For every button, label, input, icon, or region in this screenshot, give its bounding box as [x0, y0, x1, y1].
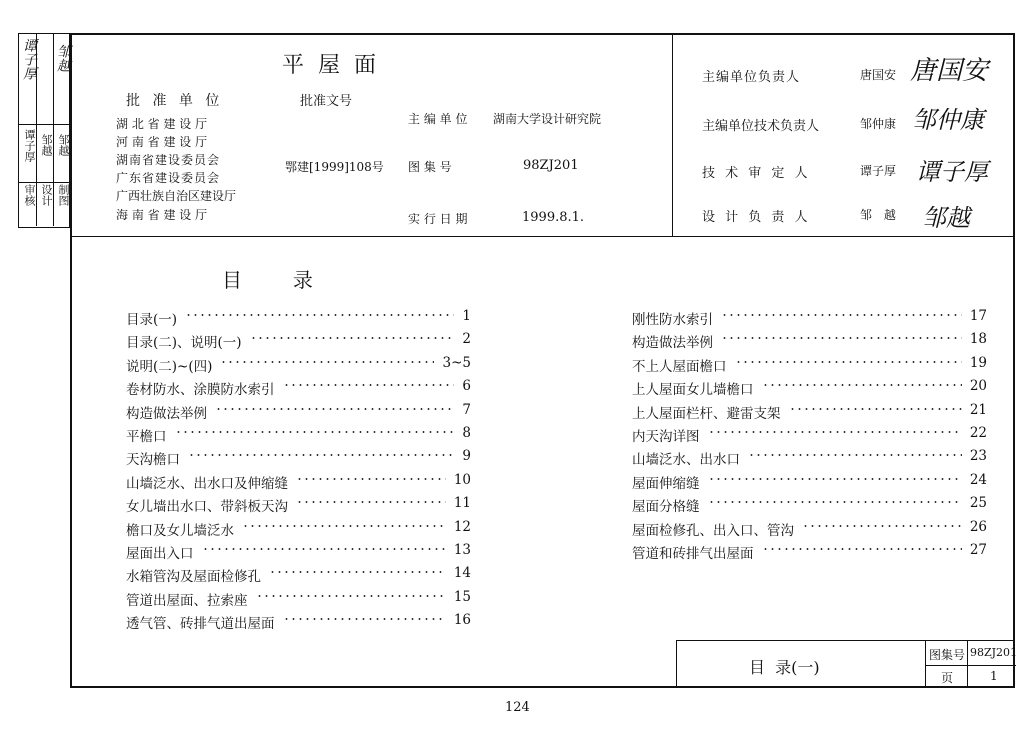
toc-entry-page: 25: [969, 495, 987, 512]
side-cell-design: 设计: [40, 184, 53, 206]
toc-entry: [632, 378, 987, 399]
effective-date-label: 实 行 日 期: [408, 212, 468, 226]
toc-entry: [632, 495, 987, 516]
toc-entry: [126, 425, 471, 443]
toc-entry: [126, 612, 471, 633]
title-block-name: 目 录(一): [749, 658, 820, 677]
approval-unit-label: 批 准 单 位: [126, 93, 224, 109]
toc-entry-page: 17: [969, 308, 987, 324]
responsible-role-3: 技 术 审 定 人: [702, 166, 811, 181]
toc-entry: [632, 308, 987, 326]
toc-entry-page: 22: [969, 425, 987, 441]
toc-entry-label: 管道出屋面、拉索座: [126, 592, 248, 609]
toc-entry-page: 26: [969, 518, 987, 535]
toc-entry: [632, 331, 987, 352]
toc-leader-dots: [175, 429, 454, 435]
side-cell-name-2: 邹越: [40, 134, 53, 156]
toc-leader-dots: [283, 616, 446, 622]
toc-entry-page: 1: [462, 308, 471, 324]
toc-entry: [126, 542, 471, 560]
toc-entry-label: 构造做法举例: [126, 405, 207, 422]
toc-entry: [126, 565, 471, 586]
title-block-page-value: 1: [990, 669, 998, 683]
toc-entry: [126, 402, 471, 420]
toc-leader-dots: [220, 359, 434, 365]
approval-unit-1: 湖 北 省 建 设 厅: [116, 117, 208, 131]
responsible-role-1: 主编单位负责人: [702, 70, 801, 85]
toc-entry-page: 6: [462, 378, 471, 395]
toc-left-column: [126, 308, 476, 638]
toc-entry-label: 山墙泛水、出水口: [632, 452, 740, 469]
toc-entry: [126, 331, 471, 352]
approval-unit-3: 湖南省建设委员会: [116, 153, 221, 167]
side-cell-review: 审核: [23, 184, 36, 206]
toc-entry: [126, 519, 471, 537]
toc-right-column: [632, 308, 987, 568]
toc-leader-dots: [762, 546, 962, 552]
approval-unit-4: 广东省建设委员会: [116, 171, 221, 185]
toc-leader-dots: [185, 312, 454, 318]
responsible-name-1: 唐国安: [860, 68, 897, 82]
toc-leader-dots: [708, 476, 962, 482]
approval-unit-2: 河 南 省 建 设 厅: [116, 135, 208, 149]
responsible-role-2: 主编单位技术负责人: [702, 119, 820, 134]
toc-leader-dots: [789, 406, 962, 412]
toc-leader-dots: [762, 382, 962, 388]
toc-entry-label: 屋面检修孔、出入口、管沟: [632, 522, 794, 539]
toc-entry-page: 3~5: [442, 354, 471, 371]
toc-heading: 目 录: [222, 268, 313, 292]
toc-leader-dots: [748, 452, 962, 458]
toc-entry-page: 14: [453, 565, 471, 582]
toc-entry: [632, 425, 987, 443]
toc-entry-label: 不上人屋面檐口: [632, 358, 727, 375]
toc-entry-page: 13: [453, 542, 471, 558]
side-cell-name-3: 邹越: [57, 134, 70, 156]
toc-entry: [126, 378, 471, 399]
toc-entry-label: 山墙泛水、出水口及伸缩缝: [126, 475, 288, 492]
toc-leader-dots: [735, 359, 962, 365]
toc-entry-page: 19: [969, 354, 987, 371]
title-block: [676, 640, 1018, 688]
toc-entry-page: 11: [453, 495, 471, 512]
toc-entry-label: 屋面分格缝: [632, 499, 700, 516]
atlas-no-label: 图 集 号: [408, 160, 452, 174]
approval-unit-5: 广西壮族自治区建设厅: [116, 189, 237, 203]
toc-entry-page: 18: [969, 331, 987, 348]
toc-entry-label: 檐口及女儿墙泛水: [126, 522, 234, 539]
header-divider: [70, 236, 1015, 237]
toc-entry-page: 24: [969, 471, 987, 488]
toc-entry-page: 27: [969, 542, 987, 558]
toc-entry: [632, 542, 987, 560]
title-block-page-label: 页: [941, 671, 954, 685]
approval-doc-number: 鄂建[1999]108号: [285, 160, 384, 174]
toc-entry-label: 平檐口: [126, 429, 167, 445]
toc-entry-label: 卷材防水、涂膜防水索引: [126, 382, 275, 399]
toc-entry: [632, 402, 987, 420]
toc-entry: [126, 589, 471, 607]
toc-entry-page: 15: [453, 588, 471, 605]
toc-entry-page: 20: [969, 378, 987, 395]
responsible-signature-4: 邹越: [922, 204, 970, 232]
header-vertical-divider: [672, 33, 673, 236]
approval-unit-6: 海 南 省 建 设 厅: [116, 208, 208, 222]
page-title: 平 屋 面: [282, 53, 376, 78]
toc-leader-dots: [202, 546, 446, 552]
toc-entry-label: 管道和砖排气出屋面: [632, 546, 754, 562]
toc-entry-page: 10: [453, 471, 471, 488]
toc-entry-label: 上人屋面栏杆、避雷支架: [632, 405, 781, 422]
toc-entry-page: 2: [462, 331, 471, 348]
responsible-signature-1: 唐国安: [910, 56, 989, 86]
toc-entry-label: 屋面出入口: [126, 546, 194, 562]
responsible-signature-3: 谭子厚: [916, 158, 988, 186]
footer-page-number: 124: [505, 700, 530, 715]
responsible-name-2: 邹仲康: [860, 117, 897, 131]
toc-entry-label: 女儿墙出水口、带斜板天沟: [126, 499, 288, 516]
toc-entry-label: 内天沟详图: [632, 429, 700, 445]
toc-entry-page: 9: [462, 448, 471, 465]
toc-leader-dots: [215, 406, 454, 412]
responsible-signature-2: 邹仲康: [912, 106, 984, 134]
toc-entry: [126, 495, 471, 516]
toc-entry: [126, 472, 471, 490]
toc-entry-page: 8: [462, 425, 471, 441]
toc-entry: [126, 355, 471, 373]
toc-entry-label: 目录(二)、说明(一): [126, 335, 242, 352]
toc-entry: [632, 472, 987, 490]
toc-leader-dots: [269, 569, 446, 575]
atlas-no: 98ZJ201: [523, 158, 579, 173]
toc-entry-page: 23: [969, 448, 987, 465]
side-cell-drawing: 制图: [57, 184, 70, 206]
title-block-atlas-label: 图集号: [929, 648, 966, 662]
toc-leader-dots: [242, 523, 446, 529]
toc-entry: [126, 308, 471, 326]
toc-leader-dots: [708, 429, 962, 435]
toc-entry: [632, 519, 987, 537]
toc-leader-dots: [188, 452, 454, 458]
side-signature-2: 邹越: [55, 44, 71, 72]
toc-leader-dots: [802, 523, 962, 529]
toc-leader-dots: [296, 476, 446, 482]
toc-entry-page: 12: [453, 518, 471, 535]
toc-entry: [632, 448, 987, 469]
toc-leader-dots: [721, 335, 962, 341]
effective-date: 1999.8.1.: [522, 210, 585, 225]
toc-entry-label: 目录(一): [126, 312, 178, 328]
toc-entry-label: 刚性防水索引: [632, 312, 713, 328]
toc-leader-dots: [296, 499, 446, 505]
editor-unit: 湖南大学设计研究院: [493, 112, 602, 126]
editor-unit-label: 主 编 单 位: [408, 112, 468, 126]
side-strip: [18, 33, 70, 228]
toc-entry-label: 天沟檐口: [126, 452, 180, 469]
toc-entry-label: 透气管、砖排气道出屋面: [126, 616, 275, 633]
toc-leader-dots: [708, 499, 962, 505]
toc-entry-page: 7: [462, 401, 471, 418]
toc-entry-label: 屋面伸缩缝: [632, 475, 700, 492]
toc-leader-dots: [721, 312, 962, 318]
approval-doc-label: 批准文号: [300, 94, 353, 109]
toc-entry-label: 说明(二)~(四): [126, 358, 213, 375]
toc-entry-page: 16: [453, 612, 471, 629]
responsible-name-3: 谭子厚: [860, 164, 897, 178]
toc-entry-page: 21: [969, 401, 987, 418]
title-block-atlas-value: 98ZJ201: [970, 646, 1018, 659]
toc-entry: [632, 355, 987, 373]
side-signature-1: 谭子厚: [21, 38, 37, 80]
toc-entry: [126, 448, 471, 469]
toc-entry-label: 水箱管沟及屋面检修孔: [126, 569, 261, 586]
responsible-role-4: 设 计 负 责 人: [702, 210, 811, 225]
toc-entry-label: 构造做法举例: [632, 335, 713, 352]
toc-leader-dots: [256, 593, 446, 599]
toc-leader-dots: [250, 335, 454, 341]
responsible-name-4: 邹 越: [860, 208, 900, 222]
toc-entry-label: 上人屋面女儿墙檐口: [632, 382, 754, 399]
toc-leader-dots: [283, 382, 454, 388]
side-cell-name-1: 谭子厚: [23, 129, 36, 162]
